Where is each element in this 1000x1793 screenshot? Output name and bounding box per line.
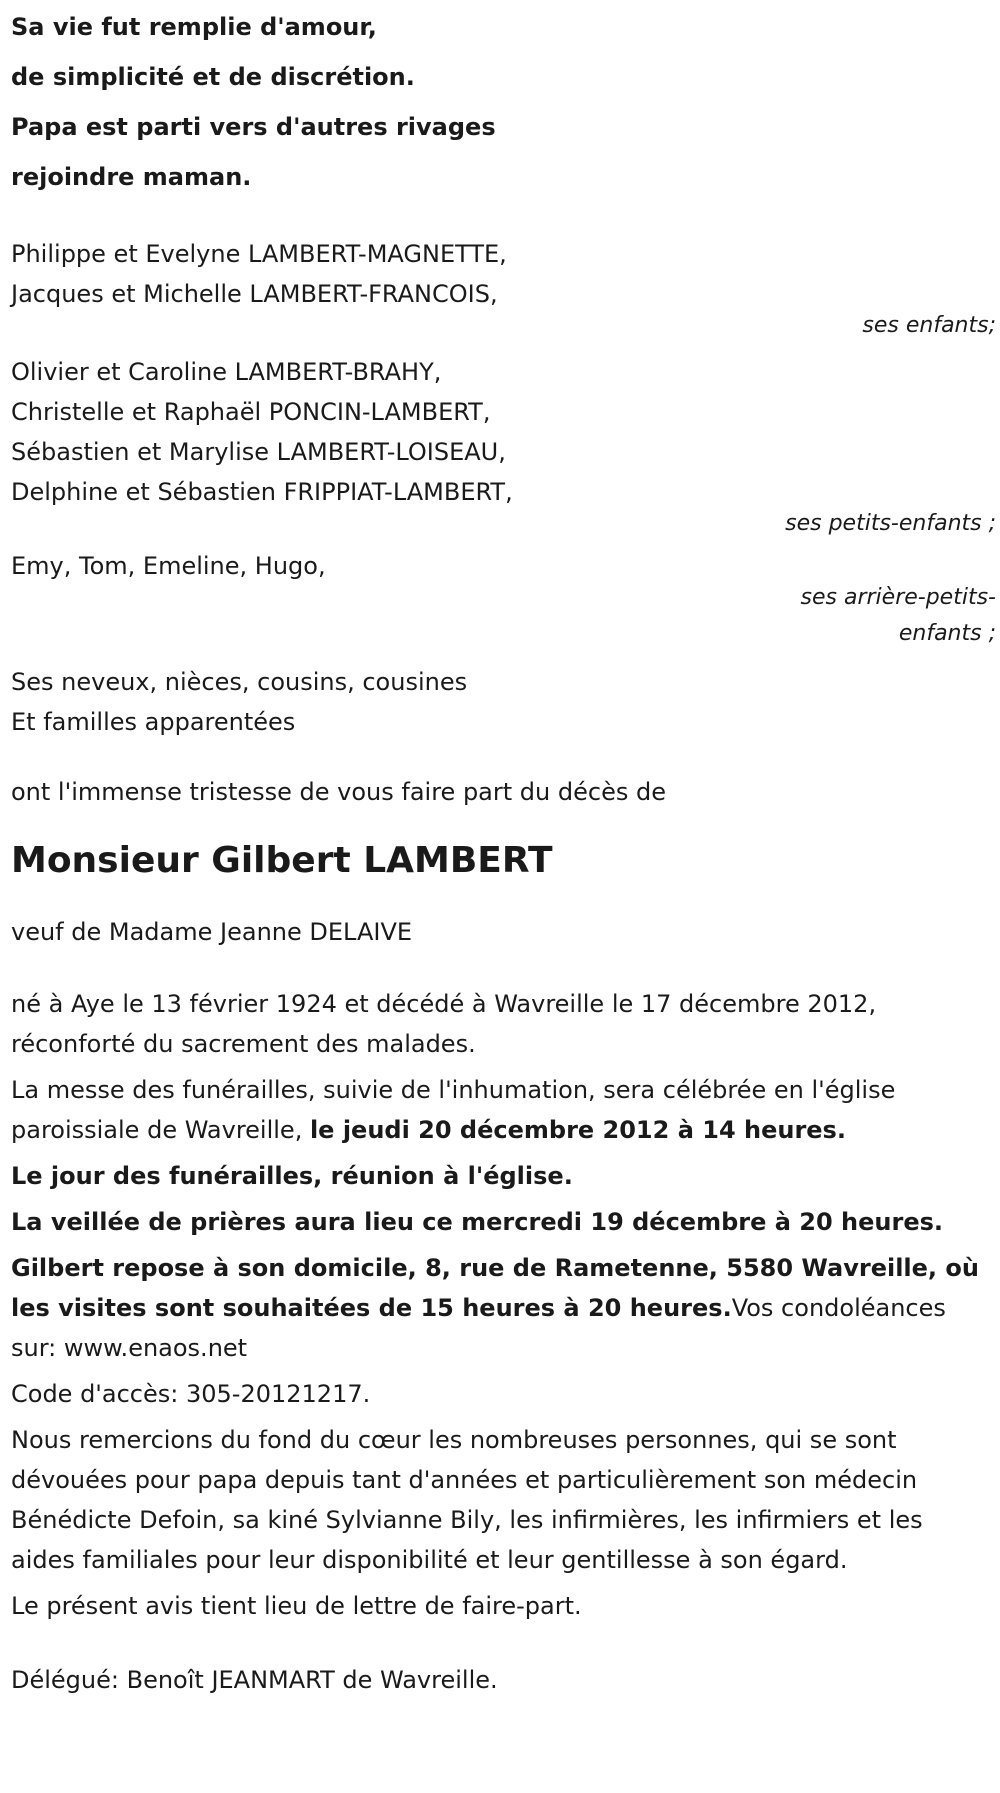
announcement: ont l'immense tristesse de vous faire part du décès de xyxy=(11,778,666,806)
notice: Le présent avis tient lieu de lettre de faire-part. xyxy=(11,1592,582,1620)
grandchild-name: Christelle et Raphaël PONCIN-LAMBERT, xyxy=(11,398,491,426)
funeral-text: La messe des funérailles, suivie de l'inhumation, sera célébrée en l'église paroissiale de Wavreille, xyxy=(11,1076,896,1144)
great-grandchild-names: Emy, Tom, Emeline, Hugo, xyxy=(11,552,326,580)
extended-family xyxy=(11,662,990,742)
thanks: Nous remercions du fond du cœur les nombreuses personnes, qui se sont dévouées pour papa depuis tant d'années et particulièrement son médecin Bénédicte Defoin, sa kiné Sylvianne Bily, les infirmières, les infirmiers et les aides familiales pour leur disponibilité et leur gentillesse à son égard. xyxy=(11,1426,923,1574)
birth-death: né à Aye le 13 février 1924 et décédé à Wavreille le 17 décembre 2012, réconforté du sacrement des malades. xyxy=(11,990,877,1058)
deceased-name: Monsieur Gilbert LAMBERT xyxy=(11,840,553,881)
great-grandchildren-group xyxy=(11,546,996,652)
extended-family-line: Ses neveux, nièces, cousins, cousines xyxy=(11,668,468,696)
grandchild-name: Sébastien et Marylise LAMBERT-LOISEAU, xyxy=(11,438,506,466)
grandchildren-group xyxy=(11,352,996,542)
funeral-details xyxy=(11,1070,986,1150)
gathering: Le jour des funérailles, réunion à l'église. xyxy=(11,1162,573,1190)
epigraph-line: rejoindre maman. xyxy=(11,163,252,191)
extended-family-line: Et familles apparentées xyxy=(11,708,296,736)
epigraph-line: Papa est parti vers d'autres rivages xyxy=(11,113,496,141)
epigraph xyxy=(11,0,990,202)
repose-details xyxy=(11,1248,986,1368)
delegate: Délégué: Benoît JEANMART de Wavreille. xyxy=(11,1666,498,1694)
epigraph-line: Sa vie fut remplie d'amour, xyxy=(11,13,377,41)
grandchild-name: Delphine et Sébastien FRIPPIAT-LAMBERT, xyxy=(11,478,513,506)
funeral-date: le jeudi 20 décembre 2012 à 14 heures. xyxy=(309,1116,846,1144)
vigil: La veillée de prières aura lieu ce mercredi 19 décembre à 20 heures. xyxy=(11,1208,944,1236)
widower-of: veuf de Madame Jeanne DELAIVE xyxy=(11,918,413,946)
repose-address: Gilbert repose à son domicile, 8, rue de Rametenne, 5580 Wavreille, où les visites sont souhaitées de 15 heures à 20 heures. xyxy=(11,1254,979,1322)
great-grandchildren-role: ses arrière-petits- xyxy=(800,585,996,610)
great-grandchildren-role: enfants ; xyxy=(898,621,996,646)
children-role: ses enfants; xyxy=(862,313,996,338)
grandchild-name: Olivier et Caroline LAMBERT-BRAHY, xyxy=(11,358,442,386)
epigraph-line: de simplicité et de discrétion. xyxy=(11,63,415,91)
child-name: Jacques et Michelle LAMBERT-FRANCOIS, xyxy=(11,280,498,308)
condolences-link[interactable]: Vos condoléances sur: www.enaos.net xyxy=(11,1294,946,1362)
children-group xyxy=(11,234,996,344)
child-name: Philippe et Evelyne LAMBERT-MAGNETTE, xyxy=(11,240,507,268)
grandchildren-role: ses petits-enfants ; xyxy=(785,511,996,536)
access-code: Code d'accès: 305-20121217. xyxy=(11,1380,371,1408)
